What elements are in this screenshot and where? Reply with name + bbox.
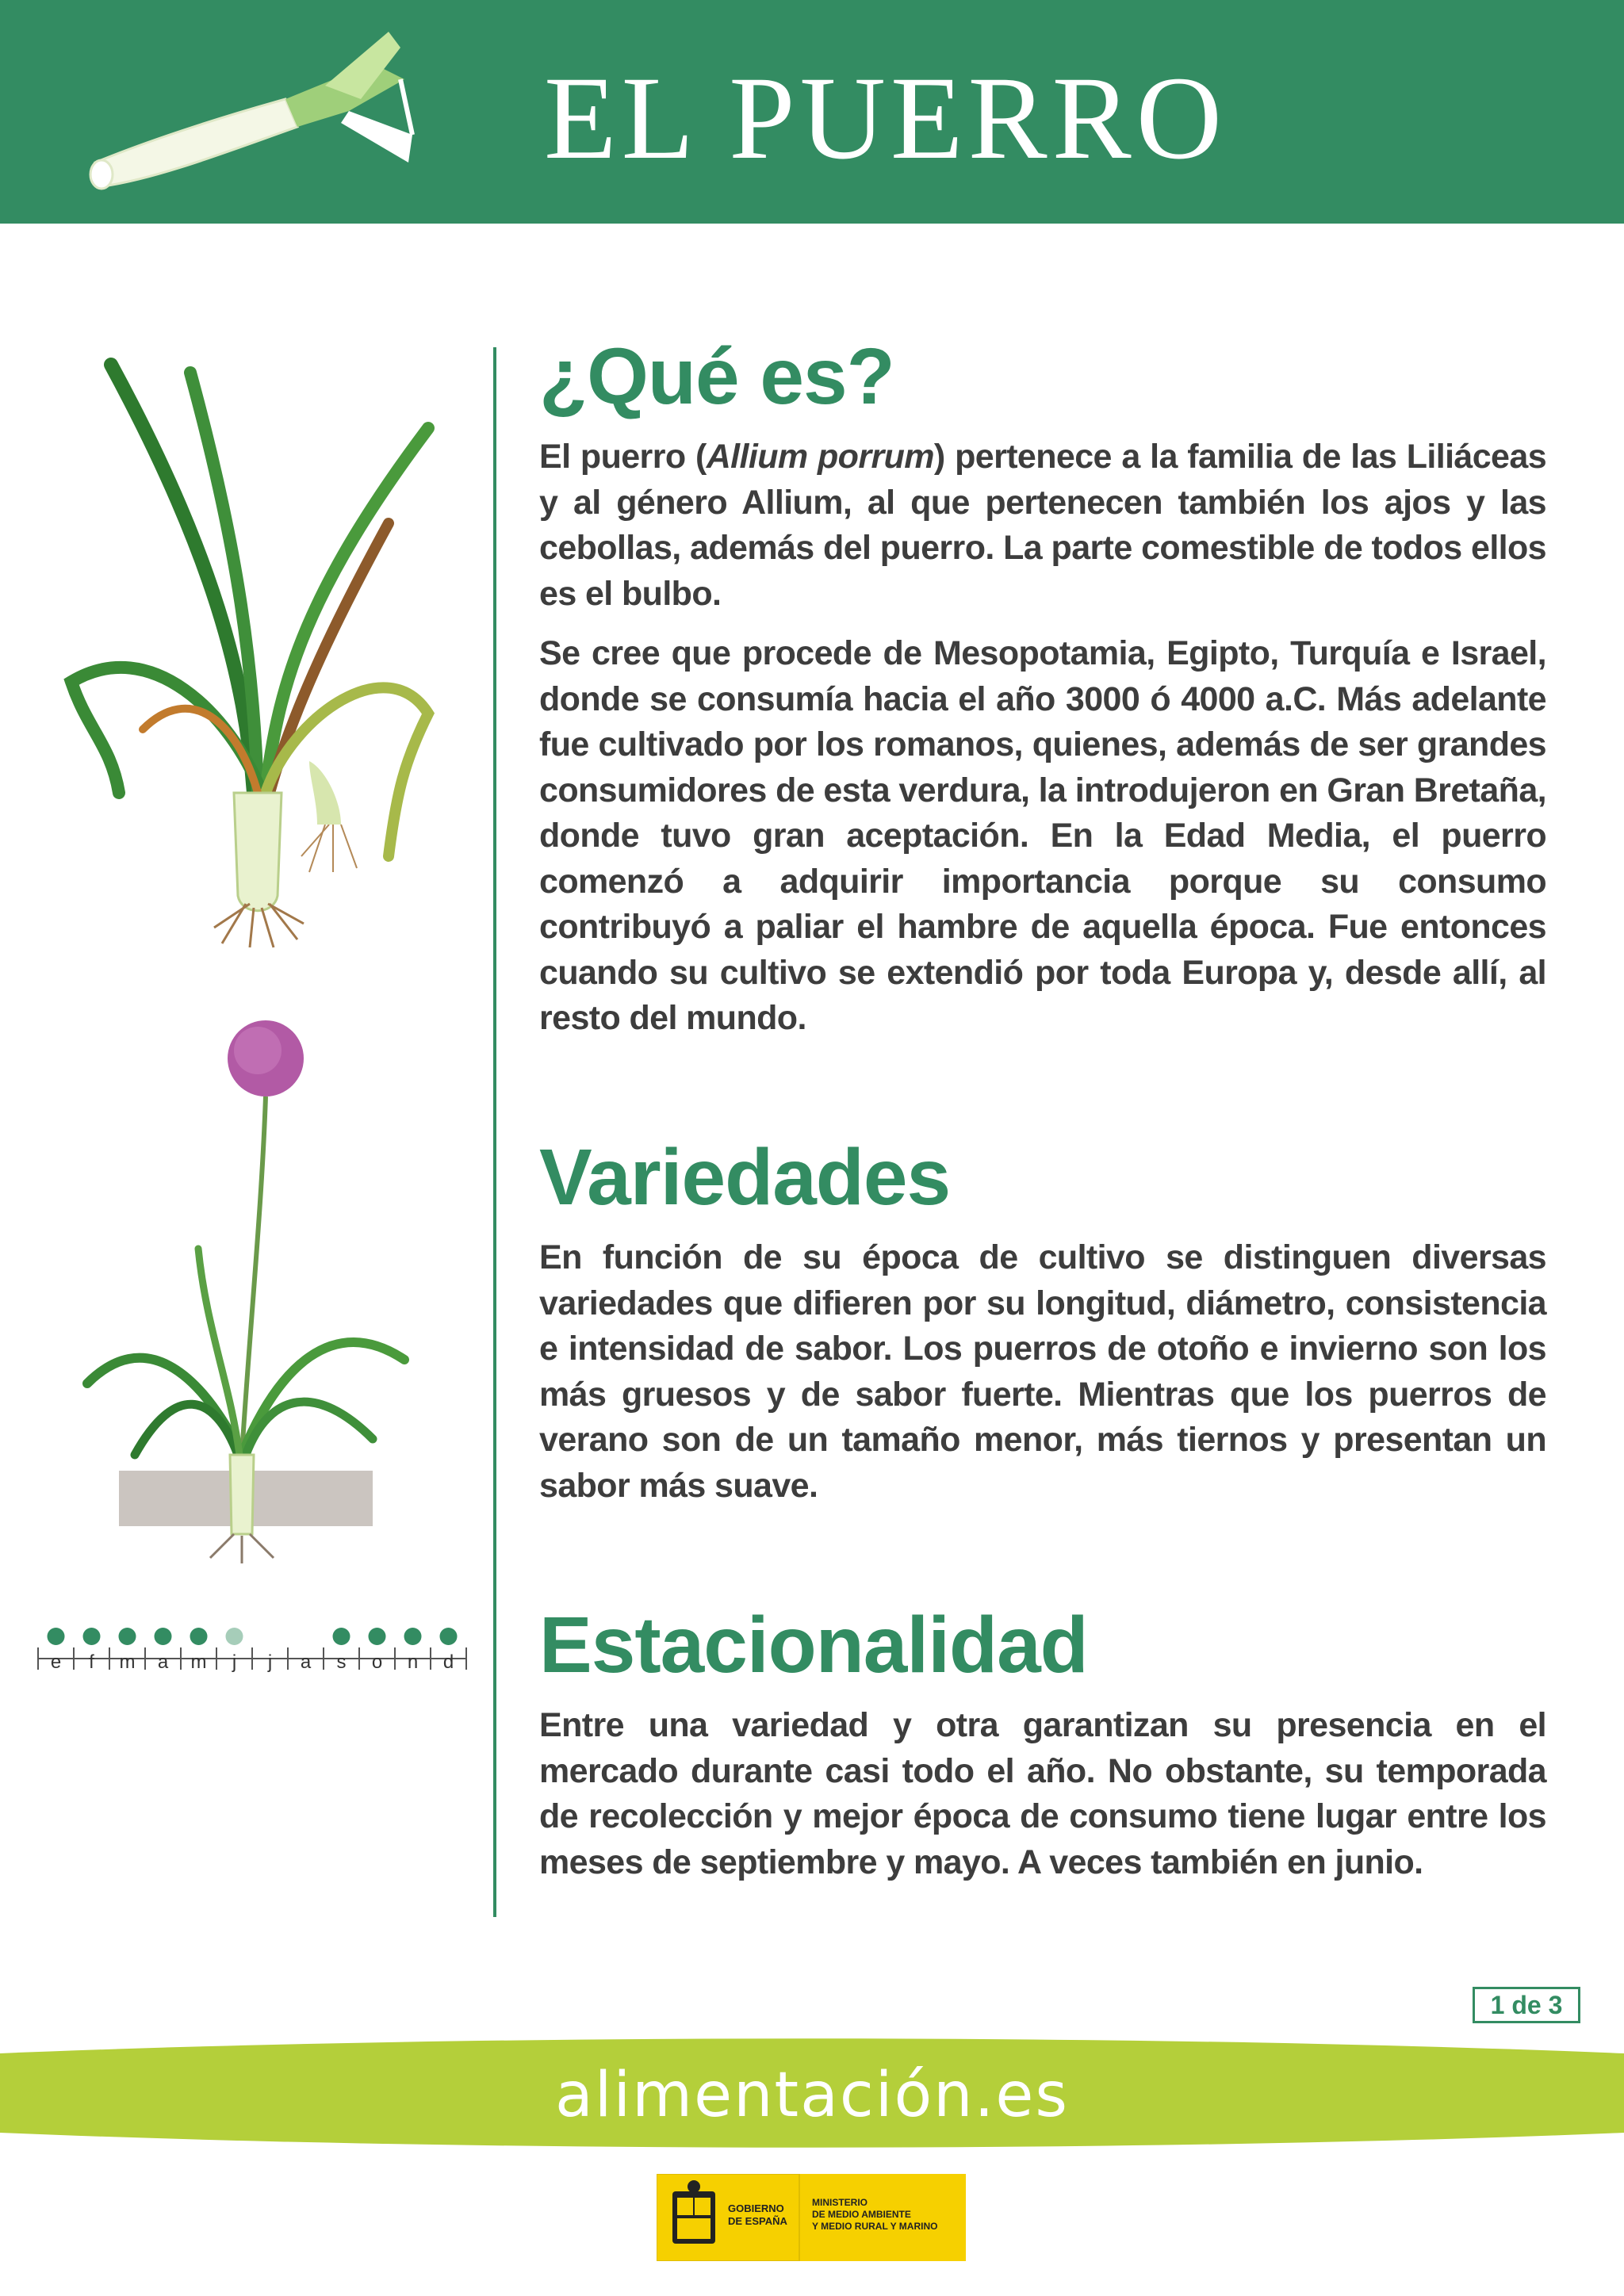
month-label-8: a [300,1651,312,1673]
leek-plant-illustration [56,349,452,951]
month-label-6: j [232,1651,237,1673]
month-label-5: m [190,1651,207,1673]
section-variedades [539,1126,1546,1523]
paragraph-definition: El puerro (Allium porrum) pertenece a la familia de las Liliáceas y al género Allium, al que pertenecen también los ajos y las cebollas, además del puerro. La parte comestible de todos ellos es el bulbo. [539,438,1547,613]
season-dot-5 [190,1628,208,1645]
season-dot-12 [440,1628,458,1645]
svg-text:GOBIERNODE ESPAÑA: GOBIERNO DE ESPAÑA [728,2202,787,2227]
season-dot-6 [226,1628,243,1645]
season-dot-9 [333,1628,350,1645]
seasonality-calendar [32,1617,476,1681]
paragraph-varieties: En función de su época de cultivo se distinguen diversas variedades que difieren por su longitud, diámetro, consistencia e intensidad de sabor. Los puerros de otoño e invierno son los más gruesos y de sabor fuerte. Mientras que los puerros de verano son de un tamaño menor, más tiernos y presentan un sabor más suave. [539,1238,1546,1505]
season-dot-10 [369,1628,386,1645]
season-dot-4 [155,1628,172,1645]
paragraph-history: Se cree que procede de Mesopotamia, Egipto, Turquía e Israel, donde se consumía hacia el año 3000 ó 4000 a.C. Más adelante fue cultivado por los romanos, quienes, además de ser grandes consumidores de esta verdura, la introdujeron en Gran Bretaña, donde tuvo gran aceptación. En la Edad Media, el puerro comenzó a adquirir importancia porque su consumo contribuyó a paliar el hambre de aquella época. Fue entonces cuando su cultivo se extendió por toda Europa y, desde allí, al resto del mundo. [539,634,1546,1037]
section-estacionalidad [539,1594,1546,1900]
season-dot-3 [119,1628,136,1645]
government-logo [657,2174,966,2261]
page-title: EL PUERRO [544,52,1227,184]
leek-logo-icon [87,24,420,198]
month-label-11: n [407,1651,419,1673]
season-dot-11 [404,1628,422,1645]
flowering-leek-illustration [71,1011,420,1574]
vertical-divider [493,347,496,1917]
scientific-name: Allium porrum [706,438,934,476]
season-dot-2 [83,1628,101,1645]
svg-text:MINISTERIODE MEDIO AMBIENTEY M: MINISTERIO DE MEDIO AMBIENTE Y MEDIO RURAL Y MARINO [812,2197,938,2232]
brand-name: alimentación.es [554,2060,1070,2131]
month-label-10: o [371,1651,383,1673]
season-dot-1 [48,1628,65,1645]
section-heading-estacionalidad: Estacionalidad [539,1601,1088,1689]
month-label-4: a [157,1651,169,1673]
month-label-7: j [267,1651,273,1673]
month-label-12: d [442,1651,454,1673]
month-label-1: e [50,1651,62,1673]
month-label-3: m [119,1651,136,1673]
month-label-2: f [89,1651,94,1673]
section-heading-que-es: ¿Qué es? [539,332,894,421]
month-label-9: s [336,1651,347,1673]
header-band [0,0,1624,224]
page-indicator: 1 de 3 [1473,1987,1580,2023]
section-heading-variedades: Variedades [539,1133,951,1222]
paragraph-seasonality: Entre una variedad y otra garantizan su presencia en el mercado durante casi todo el año. No obstante, su temporada de recolección y mejor época de consumo tiene lugar entre los meses de septiembre y mayo. A veces también en junio. [539,1706,1546,1881]
section-que-es [539,325,1546,1056]
